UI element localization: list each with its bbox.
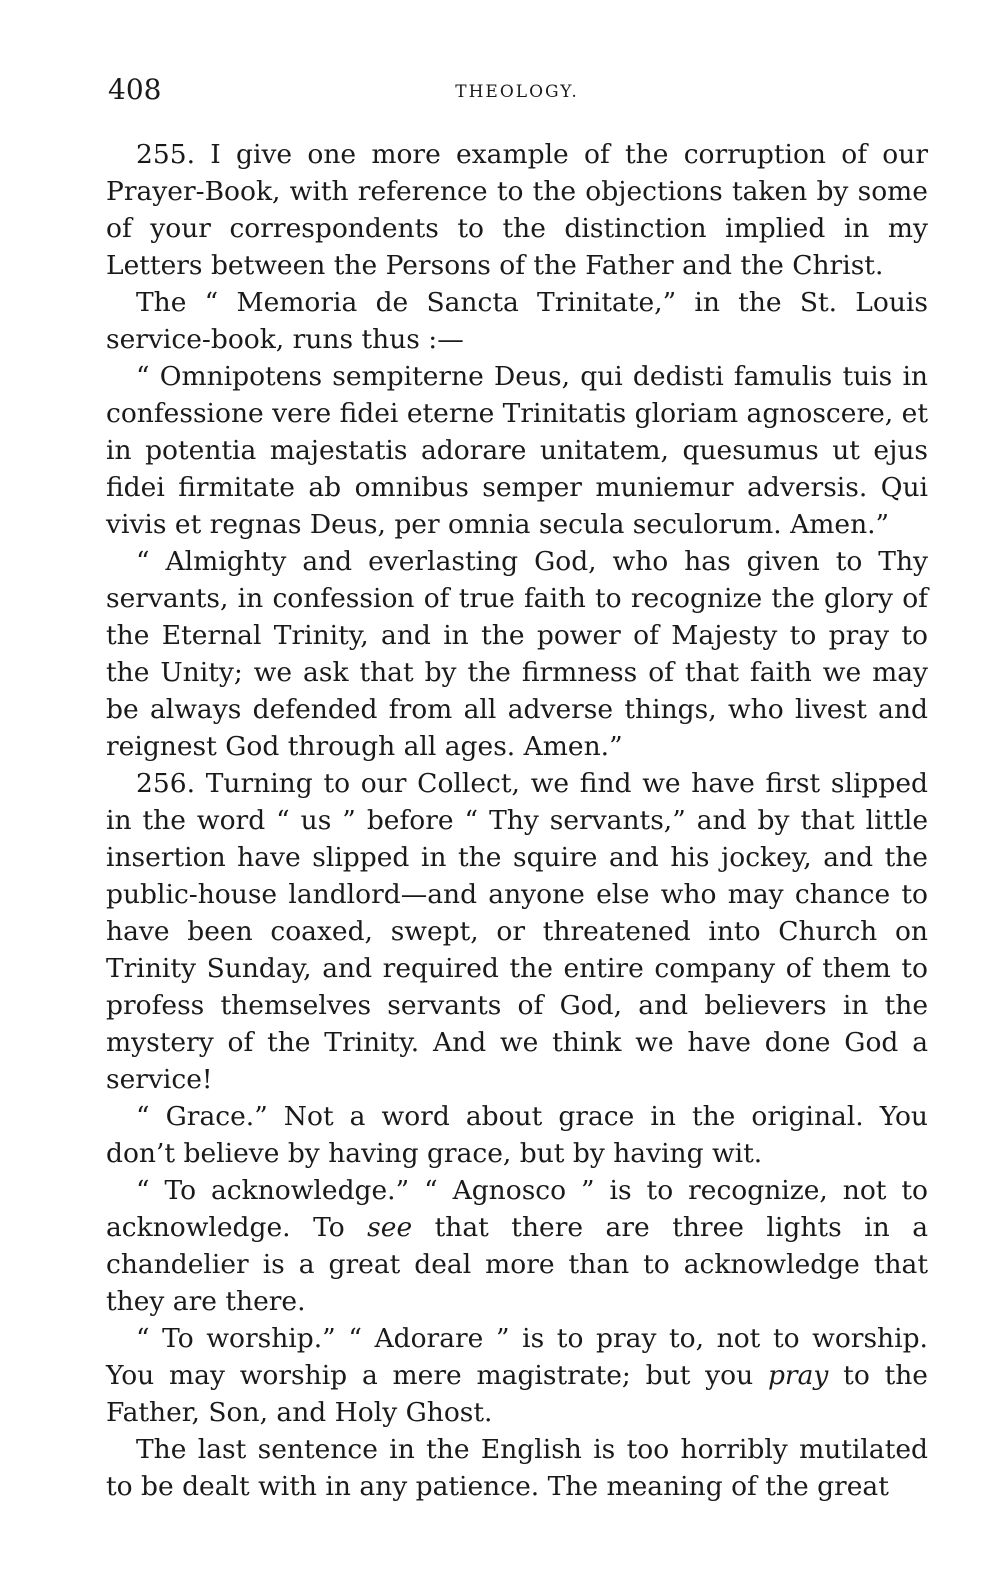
paragraph-last-sentence: The last sentence in the English is too horribly mutilated to be dealt with in any patience. The meaning of the great bbox=[106, 1434, 928, 1502]
page-number: 408 bbox=[108, 73, 162, 106]
paragraph-english-translation: “ Almighty and everlasting God, who has given to Thy servants, in confession of true faith to recognize the glory of the Eternal Trinity, and in the power of Majesty to pray to the Unity; we ask that by the firmness of that faith we may be always defended from all adverse things, who livest and reignest God through all ages. Amen.” bbox=[106, 546, 928, 762]
paragraph-latin-collect: “ Omnipotens sempiterne Deus, qui dedisti famulis tuis in confessione vere fidei eterne Trinitatis gloriam agnoscere, et in potentia majestatis adorare unitatem, quesumus ut ejus fidei firmitate ab omnibus semper muniemur adversis. Qui vivis et regnas Deus, per omnia secula seculorum. Amen.” bbox=[106, 361, 928, 540]
running-title: THEOLOGY. bbox=[455, 82, 579, 102]
paragraph-worship-after: to the Father, Son, and Holy Ghost. bbox=[106, 1360, 928, 1428]
emphasis-pray: pray bbox=[767, 1360, 829, 1391]
paragraph-acknowledge bbox=[106, 1172, 928, 1320]
paragraph-256: 256. Turning to our Collect, we find we have first slipped in the word “ us ” before “ Thy servants,” and by that little insertion have slipped in the squire and his jockey, and the public-house landlord—and anyone else who may chance to have been coaxed, swept, or threatened into Church on Trinity Sunday, and required the entire company of them to profess themselves servants of God, and believers in the mystery of the Trinity. And we think we have done God a service! bbox=[106, 768, 928, 1095]
paragraph-acknowledge-after: that there are three lights in a chandelier is a great deal more than to acknowledge that they are there. bbox=[106, 1212, 929, 1317]
paragraph-grace: “ Grace.” Not a word about grace in the original. You don’t believe by having grace, but by having wit. bbox=[106, 1101, 928, 1169]
paragraph-255: 255. I give one more example of the corruption of our Prayer-Book, with reference to the objections taken by some of your correspondents to the distinction implied in my Letters between the Persons of the Father and the Christ. bbox=[106, 139, 928, 281]
paragraph-worship-before: “ To worship.” “ Adorare ” is to pray to, not to worship. You may worship a mere magistrate; but you bbox=[106, 1323, 928, 1391]
paragraph-memoria-intro: The “ Memoria de Sancta Trinitate,” in the St. Louis service-book, runs thus :— bbox=[106, 287, 928, 355]
paragraph-acknowledge-before: “ To acknowledge.” “ Agnosco ” is to recognize, not to acknowledge. To bbox=[106, 1175, 928, 1243]
running-head bbox=[106, 70, 928, 110]
paragraph-worship bbox=[106, 1320, 928, 1431]
emphasis-see: see bbox=[367, 1212, 413, 1243]
book-page bbox=[106, 70, 928, 1505]
